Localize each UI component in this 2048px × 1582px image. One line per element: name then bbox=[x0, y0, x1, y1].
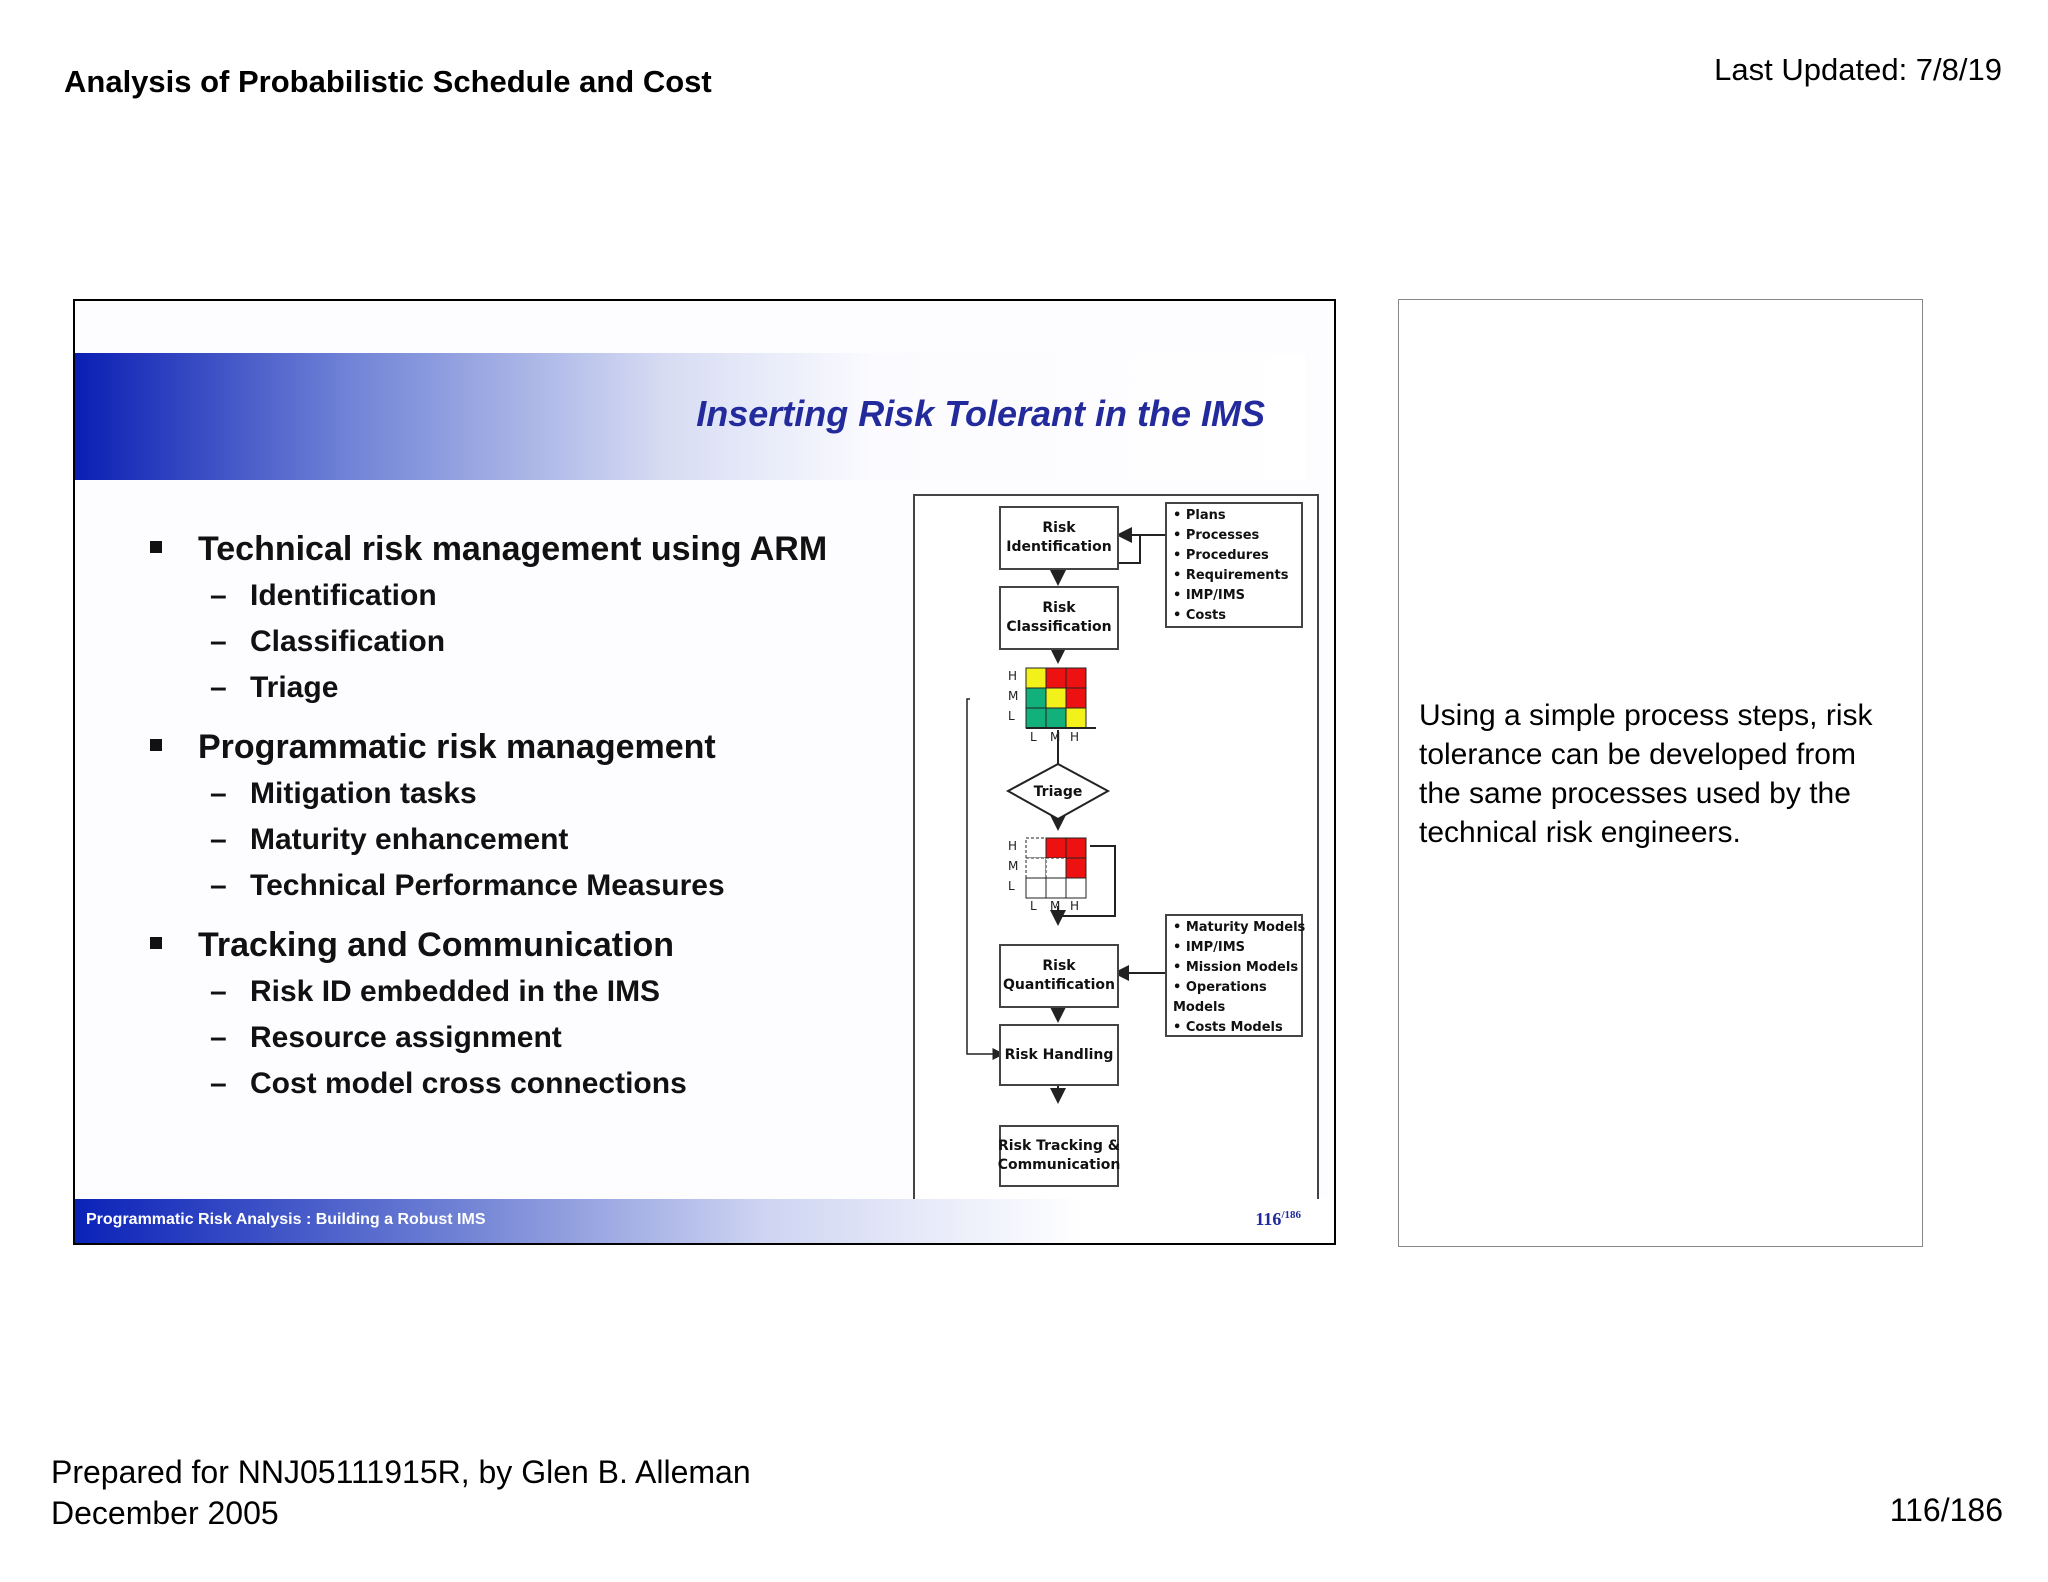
axis-label-h: H bbox=[1008, 839, 1018, 853]
bullet-item: Programmatic risk management bbox=[150, 723, 827, 771]
bullet-item: Tracking and Communication bbox=[150, 921, 827, 969]
sub-bullet-item: – Risk ID embedded in the IMS bbox=[210, 975, 661, 1008]
slide-number: $116^{/186}$ bbox=[1255, 1209, 1301, 1229]
slide-footer bbox=[75, 1199, 1334, 1243]
sub-bullet-item: – Resource assignment bbox=[210, 1021, 562, 1054]
page-title: Analysis of Probabilistic Schedule and Cost bbox=[64, 64, 712, 99]
model-inputs-list: • Maturity Models • IMP/IMS • Mission Models • Operations Models • Costs Models bbox=[1165, 914, 1303, 1037]
bullet-list bbox=[150, 513, 827, 1107]
notes-text: Using a simple process steps, risk tolerance can be developed from the same processes used by the technical risk engineers. bbox=[1419, 699, 1873, 849]
footer-date: December 2005 bbox=[51, 1495, 279, 1531]
bullet-square bbox=[150, 541, 162, 553]
axis-label-l: L bbox=[1030, 730, 1037, 744]
notes-panel bbox=[1398, 299, 1923, 1247]
slide-title: Inserting Risk Tolerant in the IMS bbox=[696, 393, 1265, 434]
risk-process-flowchart bbox=[913, 494, 1319, 1203]
bullet-item: Technical risk management using ARM bbox=[150, 525, 827, 573]
risk-matrix-triaged bbox=[1026, 838, 1086, 898]
axis-label-l: L bbox=[1008, 709, 1015, 723]
footer-credits bbox=[51, 1452, 751, 1534]
risk-matrix-classification bbox=[1026, 668, 1096, 728]
bullet-square bbox=[150, 739, 162, 751]
slide-image bbox=[73, 299, 1336, 1245]
risk-quantification-box: Risk Quantification bbox=[999, 944, 1119, 1008]
sub-bullet-item: – Maturity enhancement bbox=[210, 823, 569, 856]
axis-label-m: M bbox=[1008, 859, 1019, 873]
risk-identification-box: Risk Identification bbox=[999, 506, 1119, 570]
risk-tracking-box: Risk Tracking & Communication bbox=[999, 1125, 1119, 1187]
axis-label-l: L bbox=[1030, 899, 1037, 913]
axis-label-m: M bbox=[1050, 730, 1061, 744]
sub-bullet-item: – Cost model cross connections bbox=[210, 1067, 687, 1100]
risk-handling-box: Risk Handling bbox=[999, 1024, 1119, 1086]
axis-label-m: M bbox=[1008, 689, 1019, 703]
sub-bullet-item: – Mitigation tasks bbox=[210, 777, 477, 810]
page-number: 116/186 bbox=[1889, 1492, 2003, 1528]
prepared-for: Prepared for NNJ05111915R, by Glen B. Alleman bbox=[51, 1454, 751, 1490]
process-inputs-list: • Plans • Processes • Procedures • Requirements • IMP/IMS • Costs bbox=[1165, 502, 1303, 628]
slide-footer-text: Programmatic Risk Analysis : Building a Robust IMS bbox=[86, 1211, 486, 1228]
slide-header-banner bbox=[75, 353, 1305, 480]
last-updated: Last Updated: 7/8/19 bbox=[1714, 52, 2002, 87]
sub-bullet-item: – Classification bbox=[210, 625, 446, 658]
triage-label: Triage bbox=[1033, 783, 1083, 800]
sub-bullet-item: – Triage bbox=[210, 671, 339, 704]
axis-label-m: M bbox=[1050, 899, 1061, 913]
axis-label-h: H bbox=[1070, 730, 1080, 744]
sub-bullet-item: – Technical Performance Measures bbox=[210, 869, 725, 902]
sub-bullet-item: – Identification bbox=[210, 579, 437, 612]
risk-classification-box: Risk Classification bbox=[999, 586, 1119, 650]
bullet-square bbox=[150, 937, 162, 949]
axis-label-h: H bbox=[1070, 899, 1080, 913]
axis-label-h: H bbox=[1008, 669, 1018, 683]
axis-label-l: L bbox=[1008, 879, 1015, 893]
